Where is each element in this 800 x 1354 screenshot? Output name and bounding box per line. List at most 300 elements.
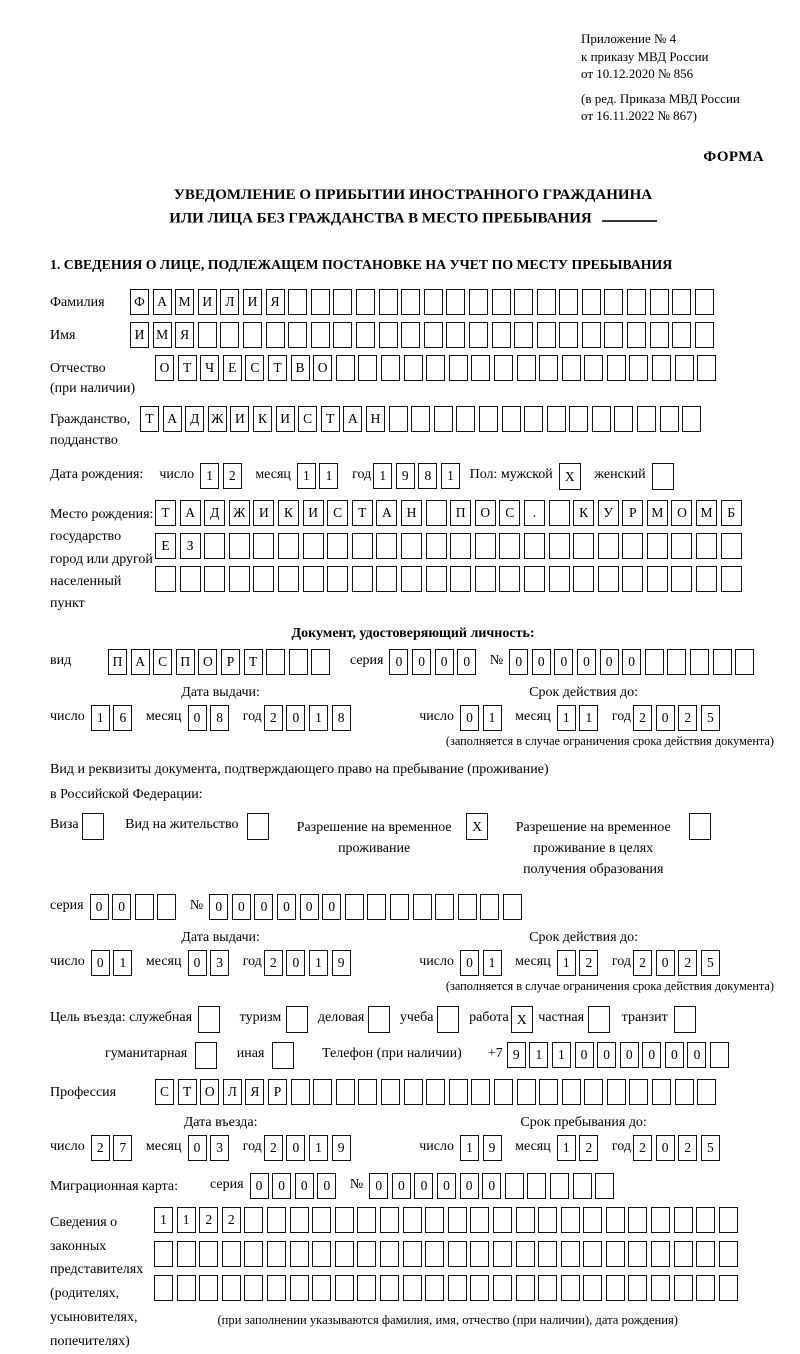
- char-box[interactable]: 0: [460, 705, 479, 731]
- char-box[interactable]: Д: [204, 500, 225, 526]
- char-box[interactable]: [537, 289, 556, 315]
- char-box[interactable]: [278, 566, 299, 592]
- char-box[interactable]: [335, 1275, 354, 1301]
- char-box[interactable]: 0: [91, 950, 110, 976]
- char-box[interactable]: 0: [460, 1173, 479, 1199]
- char-box[interactable]: [204, 566, 225, 592]
- char-box[interactable]: 0: [600, 649, 619, 675]
- char-box[interactable]: [368, 1006, 390, 1033]
- char-box[interactable]: 0: [665, 1042, 684, 1068]
- char-box[interactable]: [267, 1275, 286, 1301]
- char-box[interactable]: 0: [620, 1042, 639, 1068]
- char-box[interactable]: У: [598, 500, 619, 526]
- char-box[interactable]: [286, 1006, 308, 1033]
- char-box[interactable]: [735, 649, 754, 675]
- char-box[interactable]: 0: [435, 649, 454, 675]
- char-box[interactable]: [499, 566, 520, 592]
- char-box[interactable]: [628, 1207, 647, 1233]
- char-box[interactable]: 2: [222, 1207, 241, 1233]
- char-box[interactable]: Т: [178, 1079, 197, 1105]
- char-box[interactable]: [606, 1275, 625, 1301]
- char-box[interactable]: С: [499, 500, 520, 526]
- char-box[interactable]: [356, 289, 375, 315]
- char-box[interactable]: 0: [392, 1173, 411, 1199]
- char-box[interactable]: [695, 322, 714, 348]
- char-box[interactable]: [267, 1241, 286, 1267]
- char-box[interactable]: [244, 1207, 263, 1233]
- char-box[interactable]: [358, 1079, 377, 1105]
- char-box[interactable]: [660, 406, 679, 432]
- char-box[interactable]: [674, 1241, 693, 1267]
- char-box[interactable]: .: [524, 500, 545, 526]
- char-box[interactable]: 2: [264, 950, 283, 976]
- char-box[interactable]: 3: [210, 1135, 229, 1161]
- char-box[interactable]: [721, 566, 742, 592]
- char-box[interactable]: [357, 1207, 376, 1233]
- char-box[interactable]: [222, 1241, 241, 1267]
- char-box[interactable]: [313, 1079, 332, 1105]
- char-box[interactable]: 1: [200, 463, 219, 489]
- char-box[interactable]: Ч: [200, 355, 219, 381]
- char-box[interactable]: [470, 1241, 489, 1267]
- char-box[interactable]: [651, 1241, 670, 1267]
- char-box[interactable]: [628, 1241, 647, 1267]
- char-box[interactable]: 0: [322, 894, 341, 920]
- char-box[interactable]: [449, 355, 468, 381]
- char-box[interactable]: [469, 289, 488, 315]
- char-box[interactable]: [290, 1241, 309, 1267]
- char-box[interactable]: [390, 894, 409, 920]
- char-box[interactable]: Ф: [130, 289, 149, 315]
- char-box[interactable]: [696, 1241, 715, 1267]
- char-box[interactable]: И: [198, 289, 217, 315]
- char-box[interactable]: 0: [188, 1135, 207, 1161]
- char-box[interactable]: [527, 1173, 546, 1199]
- char-box[interactable]: 8: [332, 705, 351, 731]
- char-box[interactable]: [335, 1241, 354, 1267]
- char-box[interactable]: 0: [656, 705, 675, 731]
- char-box[interactable]: 1: [177, 1207, 196, 1233]
- char-box[interactable]: [335, 1207, 354, 1233]
- char-box[interactable]: [470, 1275, 489, 1301]
- char-box[interactable]: П: [176, 649, 195, 675]
- char-box[interactable]: [628, 1275, 647, 1301]
- char-box[interactable]: [157, 894, 176, 920]
- char-box[interactable]: [710, 1042, 729, 1068]
- char-box[interactable]: [435, 894, 454, 920]
- char-box[interactable]: И: [276, 406, 295, 432]
- char-box[interactable]: [493, 1275, 512, 1301]
- char-box[interactable]: 0: [460, 950, 479, 976]
- char-box[interactable]: 0: [509, 649, 528, 675]
- char-box[interactable]: И: [253, 500, 274, 526]
- char-box[interactable]: [195, 1042, 217, 1069]
- char-box[interactable]: 0: [277, 894, 296, 920]
- char-box[interactable]: К: [573, 500, 594, 526]
- char-box[interactable]: [696, 533, 717, 559]
- char-box[interactable]: С: [298, 406, 317, 432]
- char-box[interactable]: 1: [441, 463, 460, 489]
- char-box[interactable]: [471, 355, 490, 381]
- char-box[interactable]: [229, 566, 250, 592]
- char-box[interactable]: [303, 533, 324, 559]
- char-box[interactable]: [674, 1275, 693, 1301]
- char-box[interactable]: [517, 355, 536, 381]
- char-box[interactable]: [425, 1275, 444, 1301]
- char-box[interactable]: К: [278, 500, 299, 526]
- char-box[interactable]: [177, 1241, 196, 1267]
- char-box[interactable]: [199, 1275, 218, 1301]
- char-box[interactable]: [198, 322, 217, 348]
- char-box[interactable]: 5: [701, 950, 720, 976]
- char-box[interactable]: [352, 533, 373, 559]
- char-box[interactable]: [502, 406, 521, 432]
- char-box[interactable]: [598, 566, 619, 592]
- char-box[interactable]: [582, 322, 601, 348]
- char-box[interactable]: 2: [633, 950, 652, 976]
- char-box[interactable]: [82, 813, 104, 840]
- char-box[interactable]: [549, 500, 570, 526]
- char-box[interactable]: К: [253, 406, 272, 432]
- char-box[interactable]: [588, 1006, 610, 1033]
- char-box[interactable]: 0: [300, 894, 319, 920]
- char-box[interactable]: Т: [178, 355, 197, 381]
- char-box[interactable]: [606, 1207, 625, 1233]
- char-box[interactable]: С: [327, 500, 348, 526]
- char-box[interactable]: [411, 406, 430, 432]
- char-box[interactable]: 0: [532, 649, 551, 675]
- char-box[interactable]: И: [243, 289, 262, 315]
- char-box[interactable]: Л: [220, 289, 239, 315]
- char-box[interactable]: [401, 533, 422, 559]
- char-box[interactable]: [177, 1275, 196, 1301]
- char-box[interactable]: И: [230, 406, 249, 432]
- char-box[interactable]: [539, 355, 558, 381]
- char-box[interactable]: [456, 406, 475, 432]
- char-box[interactable]: [667, 649, 686, 675]
- char-box[interactable]: 1: [557, 705, 576, 731]
- char-box[interactable]: [696, 1207, 715, 1233]
- char-box[interactable]: [413, 894, 432, 920]
- char-box[interactable]: Н: [401, 500, 422, 526]
- char-box[interactable]: [303, 566, 324, 592]
- char-box[interactable]: О: [200, 1079, 219, 1105]
- char-box[interactable]: [470, 1207, 489, 1233]
- char-box[interactable]: [514, 322, 533, 348]
- char-box[interactable]: [437, 1006, 459, 1033]
- char-box[interactable]: [493, 1241, 512, 1267]
- char-box[interactable]: [180, 566, 201, 592]
- char-box[interactable]: [475, 566, 496, 592]
- char-box[interactable]: [562, 1079, 581, 1105]
- char-box[interactable]: [537, 322, 556, 348]
- char-box[interactable]: [266, 649, 285, 675]
- char-box[interactable]: [583, 1241, 602, 1267]
- char-box[interactable]: [505, 1173, 524, 1199]
- char-box[interactable]: [389, 406, 408, 432]
- char-box[interactable]: [584, 355, 603, 381]
- char-box[interactable]: [358, 355, 377, 381]
- char-box[interactable]: [426, 500, 447, 526]
- char-box[interactable]: 0: [112, 894, 131, 920]
- char-box[interactable]: 9: [507, 1042, 526, 1068]
- char-box[interactable]: 0: [412, 649, 431, 675]
- char-box[interactable]: [345, 894, 364, 920]
- char-box[interactable]: 1: [557, 950, 576, 976]
- char-box[interactable]: [401, 289, 420, 315]
- char-box[interactable]: 1: [154, 1207, 173, 1233]
- char-box[interactable]: [538, 1207, 557, 1233]
- char-box[interactable]: [247, 813, 269, 840]
- char-box[interactable]: [424, 322, 443, 348]
- char-box[interactable]: 1: [91, 705, 110, 731]
- char-box[interactable]: [222, 1275, 241, 1301]
- char-box[interactable]: О: [198, 649, 217, 675]
- char-box[interactable]: 1: [552, 1042, 571, 1068]
- char-box[interactable]: 1: [319, 463, 338, 489]
- char-box[interactable]: [380, 1241, 399, 1267]
- char-box[interactable]: 5: [701, 1135, 720, 1161]
- char-box[interactable]: 2: [264, 705, 283, 731]
- char-box[interactable]: [244, 1241, 263, 1267]
- char-box[interactable]: [243, 322, 262, 348]
- char-box[interactable]: [290, 1275, 309, 1301]
- char-box[interactable]: М: [647, 500, 668, 526]
- char-box[interactable]: Я: [245, 1079, 264, 1105]
- char-box[interactable]: [607, 1079, 626, 1105]
- char-box[interactable]: [650, 289, 669, 315]
- char-box[interactable]: [719, 1241, 738, 1267]
- char-box[interactable]: [336, 1079, 355, 1105]
- char-box[interactable]: [652, 463, 674, 490]
- char-box[interactable]: [598, 533, 619, 559]
- char-box[interactable]: 0: [272, 1173, 291, 1199]
- char-box[interactable]: [539, 1079, 558, 1105]
- char-box[interactable]: [672, 289, 691, 315]
- char-box[interactable]: 0: [90, 894, 109, 920]
- char-box[interactable]: И: [303, 500, 324, 526]
- char-box[interactable]: [524, 406, 543, 432]
- char-box[interactable]: 9: [332, 950, 351, 976]
- char-box[interactable]: [721, 533, 742, 559]
- char-box[interactable]: Ж: [208, 406, 227, 432]
- char-box[interactable]: [650, 322, 669, 348]
- char-box[interactable]: X: [559, 463, 581, 490]
- char-box[interactable]: [503, 894, 522, 920]
- char-box[interactable]: [674, 1006, 696, 1033]
- char-box[interactable]: [671, 533, 692, 559]
- char-box[interactable]: [479, 406, 498, 432]
- char-box[interactable]: [379, 289, 398, 315]
- char-box[interactable]: [135, 894, 154, 920]
- char-box[interactable]: 2: [579, 950, 598, 976]
- char-box[interactable]: [569, 406, 588, 432]
- char-box[interactable]: [492, 322, 511, 348]
- char-box[interactable]: [637, 406, 656, 432]
- char-box[interactable]: Е: [223, 355, 242, 381]
- char-box[interactable]: [697, 1079, 716, 1105]
- char-box[interactable]: [583, 1207, 602, 1233]
- char-box[interactable]: Л: [223, 1079, 242, 1105]
- char-box[interactable]: [327, 533, 348, 559]
- char-box[interactable]: [697, 355, 716, 381]
- char-box[interactable]: [204, 533, 225, 559]
- char-box[interactable]: [538, 1241, 557, 1267]
- char-box[interactable]: 2: [633, 1135, 652, 1161]
- char-box[interactable]: [492, 289, 511, 315]
- char-box[interactable]: А: [131, 649, 150, 675]
- char-box[interactable]: [425, 1241, 444, 1267]
- char-box[interactable]: [573, 1173, 592, 1199]
- char-box[interactable]: [652, 1079, 671, 1105]
- char-box[interactable]: [652, 355, 671, 381]
- char-box[interactable]: [675, 355, 694, 381]
- char-box[interactable]: 7: [113, 1135, 132, 1161]
- char-box[interactable]: [719, 1207, 738, 1233]
- char-box[interactable]: [604, 289, 623, 315]
- char-box[interactable]: 0: [286, 1135, 305, 1161]
- char-box[interactable]: [671, 566, 692, 592]
- char-box[interactable]: 2: [678, 950, 697, 976]
- char-box[interactable]: 2: [223, 463, 242, 489]
- char-box[interactable]: 2: [678, 705, 697, 731]
- char-box[interactable]: 2: [633, 705, 652, 731]
- char-box[interactable]: О: [313, 355, 332, 381]
- char-box[interactable]: [450, 566, 471, 592]
- char-box[interactable]: [446, 289, 465, 315]
- char-box[interactable]: [647, 566, 668, 592]
- char-box[interactable]: [559, 322, 578, 348]
- char-box[interactable]: [380, 1275, 399, 1301]
- char-box[interactable]: [516, 1207, 535, 1233]
- char-box[interactable]: [448, 1207, 467, 1233]
- char-box[interactable]: [561, 1275, 580, 1301]
- char-box[interactable]: 0: [656, 950, 675, 976]
- char-box[interactable]: Я: [175, 322, 194, 348]
- char-box[interactable]: [289, 649, 308, 675]
- char-box[interactable]: 1: [529, 1042, 548, 1068]
- char-box[interactable]: 0: [209, 894, 228, 920]
- char-box[interactable]: [357, 1241, 376, 1267]
- char-box[interactable]: 2: [264, 1135, 283, 1161]
- char-box[interactable]: П: [450, 500, 471, 526]
- char-box[interactable]: 3: [210, 950, 229, 976]
- char-box[interactable]: [403, 1275, 422, 1301]
- char-box[interactable]: [475, 533, 496, 559]
- char-box[interactable]: М: [696, 500, 717, 526]
- char-box[interactable]: [380, 1207, 399, 1233]
- char-box[interactable]: 8: [210, 705, 229, 731]
- char-box[interactable]: [584, 1079, 603, 1105]
- char-box[interactable]: 5: [701, 705, 720, 731]
- char-box[interactable]: [690, 649, 709, 675]
- char-box[interactable]: [674, 1207, 693, 1233]
- char-box[interactable]: [311, 322, 330, 348]
- char-box[interactable]: 1: [113, 950, 132, 976]
- char-box[interactable]: [333, 289, 352, 315]
- char-box[interactable]: [695, 289, 714, 315]
- char-box[interactable]: Р: [221, 649, 240, 675]
- char-box[interactable]: [155, 566, 176, 592]
- char-box[interactable]: [434, 406, 453, 432]
- char-box[interactable]: [448, 1241, 467, 1267]
- char-box[interactable]: [403, 1207, 422, 1233]
- char-box[interactable]: 6: [113, 705, 132, 731]
- char-box[interactable]: Т: [140, 406, 159, 432]
- char-box[interactable]: В: [291, 355, 310, 381]
- char-box[interactable]: 0: [232, 894, 251, 920]
- char-box[interactable]: 0: [554, 649, 573, 675]
- char-box[interactable]: 1: [579, 705, 598, 731]
- char-box[interactable]: [288, 322, 307, 348]
- char-box[interactable]: [549, 533, 570, 559]
- char-box[interactable]: А: [163, 406, 182, 432]
- char-box[interactable]: [458, 894, 477, 920]
- char-box[interactable]: [550, 1173, 569, 1199]
- char-box[interactable]: 0: [286, 950, 305, 976]
- char-box[interactable]: 0: [286, 705, 305, 731]
- char-box[interactable]: 0: [656, 1135, 675, 1161]
- char-box[interactable]: [290, 1207, 309, 1233]
- char-box[interactable]: [426, 1079, 445, 1105]
- char-box[interactable]: 0: [482, 1173, 501, 1199]
- char-box[interactable]: [622, 533, 643, 559]
- char-box[interactable]: 0: [575, 1042, 594, 1068]
- char-box[interactable]: 2: [91, 1135, 110, 1161]
- char-box[interactable]: 0: [389, 649, 408, 675]
- char-box[interactable]: [446, 322, 465, 348]
- char-box[interactable]: [627, 322, 646, 348]
- char-box[interactable]: С: [153, 649, 172, 675]
- char-box[interactable]: [516, 1275, 535, 1301]
- char-box[interactable]: [425, 1207, 444, 1233]
- char-box[interactable]: [696, 566, 717, 592]
- char-box[interactable]: [253, 566, 274, 592]
- char-box[interactable]: Н: [366, 406, 385, 432]
- char-box[interactable]: [448, 1275, 467, 1301]
- char-box[interactable]: [253, 533, 274, 559]
- char-box[interactable]: М: [175, 289, 194, 315]
- char-box[interactable]: 0: [687, 1042, 706, 1068]
- char-box[interactable]: Р: [268, 1079, 287, 1105]
- char-box[interactable]: [675, 1079, 694, 1105]
- char-box[interactable]: [549, 566, 570, 592]
- char-box[interactable]: П: [108, 649, 127, 675]
- char-box[interactable]: [573, 566, 594, 592]
- char-box[interactable]: [672, 322, 691, 348]
- char-box[interactable]: [604, 322, 623, 348]
- char-box[interactable]: [719, 1275, 738, 1301]
- char-box[interactable]: 0: [642, 1042, 661, 1068]
- char-box[interactable]: [356, 322, 375, 348]
- char-box[interactable]: [471, 1079, 490, 1105]
- char-box[interactable]: [267, 1207, 286, 1233]
- char-box[interactable]: Б: [721, 500, 742, 526]
- char-box[interactable]: [499, 533, 520, 559]
- char-box[interactable]: 1: [297, 463, 316, 489]
- char-box[interactable]: Т: [244, 649, 263, 675]
- char-box[interactable]: О: [475, 500, 496, 526]
- char-box[interactable]: [713, 649, 732, 675]
- char-box[interactable]: [561, 1241, 580, 1267]
- char-box[interactable]: [622, 566, 643, 592]
- char-box[interactable]: [689, 813, 711, 840]
- char-box[interactable]: 0: [414, 1173, 433, 1199]
- char-box[interactable]: 8: [418, 463, 437, 489]
- char-box[interactable]: 9: [483, 1135, 502, 1161]
- char-box[interactable]: [562, 355, 581, 381]
- char-box[interactable]: [154, 1241, 173, 1267]
